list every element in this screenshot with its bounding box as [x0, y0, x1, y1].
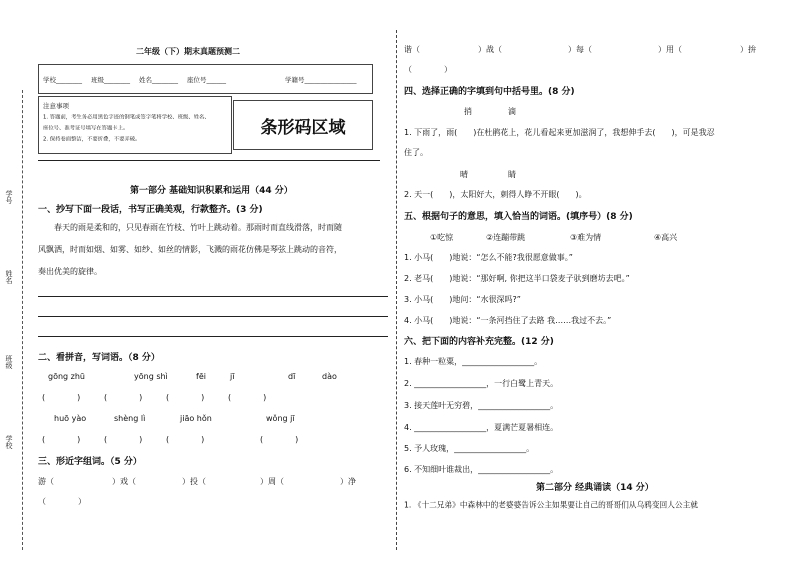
q6-line[interactable]: 3. 接天莲叶无穷碧，__________________。: [404, 401, 559, 410]
right-page: [400, 0, 794, 561]
answer-bracket[interactable]: ( ): [260, 435, 299, 444]
answer-bracket[interactable]: ( ): [104, 435, 143, 444]
q4-sentence: 住了。: [404, 148, 428, 157]
q3-item: ）投（: [182, 477, 206, 486]
q5-line: 3. 小马( )地问：“水很深吗?”: [404, 295, 521, 304]
q4-choice: 晴: [460, 170, 468, 179]
q1-text-line: 春天的雨是柔和的，只见春雨在竹枝、竹叶上跳动着。那雨时而直线滑落，时而随: [54, 223, 342, 232]
side-label-class: 班级: [5, 355, 13, 369]
q4-choice: 捎: [464, 107, 472, 116]
q6-title: 六、把下面的内容补充完整。(12 分): [404, 337, 554, 347]
answer-bracket[interactable]: （ ）: [404, 65, 452, 74]
pinyin: yōng shì: [134, 372, 168, 381]
top-item: ）拚: [740, 45, 756, 54]
q4-choice: 睛: [508, 170, 516, 179]
student-info-box: [38, 64, 373, 94]
q3-item: ）戏（: [112, 477, 136, 486]
pinyin: dào: [322, 372, 337, 381]
header-divider: [38, 160, 380, 161]
part2-title: 第二部分 经典诵读（14 分）: [536, 483, 654, 493]
notice-box: [38, 96, 232, 154]
top-item: ）用（: [658, 45, 682, 54]
q6-line[interactable]: 1. 春种一粒粟，__________________。: [404, 357, 543, 366]
barcode-area: 条形码区域: [233, 100, 373, 150]
q4-sentence: 1. 下雨了，雨( )在杜鹃花上，花儿看起来更加滋润了，我想伸手去( )，可是我忍: [404, 128, 715, 137]
q5-option: ④高兴: [654, 233, 678, 242]
pinyin: dī: [288, 372, 296, 381]
class-field[interactable]: 班级________: [91, 76, 130, 84]
seat-field[interactable]: 座位号______: [187, 76, 226, 84]
answer-bracket[interactable]: ( ): [104, 393, 143, 402]
top-item: ）战（: [478, 45, 502, 54]
part2-q1: 1. 《十二兄弟》中森林中的老婆婆告诉公主如果要让自己的哥哥们从乌鸦变回人公主就: [404, 500, 698, 510]
q2-title: 二、看拼音，写词语。（8 分）: [38, 353, 160, 363]
answer-bracket[interactable]: ( ): [166, 393, 205, 402]
q1-text-line: 奏出优美的旋律。: [38, 267, 102, 276]
notice-title: 注意事项: [43, 102, 69, 110]
copy-line[interactable]: [38, 296, 388, 297]
q4-title: 四、选择正确的字填到句中括号里。(8 分): [404, 87, 575, 97]
q5-title: 五、根据句子的意思，填入恰当的词语。(填序号）(8 分): [404, 212, 633, 222]
q5-option: ①吃惊: [430, 233, 454, 242]
name-field[interactable]: 姓名________: [139, 76, 178, 84]
pinyin: wǒng jī: [266, 414, 295, 423]
q4-sentence: 2. 天一( )，太阳好大，刺得人睁不开眼( )。: [404, 190, 587, 199]
q5-option: ②连蹦带跳: [486, 233, 526, 242]
q1-text-line: 风飘洒，时而如烟、如雾、如纱、如丝的情影，飞溅的雨花仿佛是琴弦上跳动的音符，: [38, 245, 342, 254]
side-label-school: 学校: [5, 435, 13, 449]
pinyin: shèng lì: [114, 414, 146, 423]
copy-line[interactable]: [38, 336, 388, 337]
notice-line: 2. 保持卷面整洁，不要折叠，不要弄破。: [43, 135, 141, 143]
pinyin: huō yào: [54, 414, 87, 423]
q1-title: 一、抄写下面一段话，书写正确美观，行款整齐。(3 分): [38, 205, 263, 215]
exam-title: 二年级（下）期末真题预测二: [136, 47, 240, 56]
notice-line: 1. 答题前，考生务必用黑色字迹的钢笔或签字笔将学校、班级、姓名、: [43, 113, 210, 121]
school-field[interactable]: 学校________: [43, 76, 82, 84]
q5-option: ③难为情: [570, 233, 602, 242]
top-item: 谐（: [404, 45, 420, 54]
notice-line: 座位号、准考证号填写在答题卡上。: [43, 124, 129, 132]
q6-line[interactable]: 6. 不知细叶谁裁出，__________________。: [404, 465, 559, 474]
q3-item: 游（: [38, 477, 54, 486]
pinyin: fēi: [196, 372, 206, 381]
side-label-name: 姓名: [5, 270, 13, 284]
answer-bracket[interactable]: ( ): [166, 435, 205, 444]
q6-line[interactable]: 5. 予人玫瑰，__________________。: [404, 444, 535, 453]
q5-line: 2. 老马( )地说：“那好啊, 你把这半口袋麦子驮到磨坊去吧。”: [404, 274, 630, 283]
pinyin: jiāo hǒn: [180, 414, 212, 423]
q5-line: 1. 小马( )地说：“怎么不能?我很愿意做事。”: [404, 253, 573, 262]
answer-bracket[interactable]: ( ): [228, 393, 267, 402]
q3-item: ）周（: [260, 477, 284, 486]
side-label-number: 学号: [5, 190, 13, 204]
q5-line: 4. 小马( )地说：“一条河挡住了去路 我……我过不去。”: [404, 316, 612, 325]
answer-bracket[interactable]: ( ): [42, 393, 81, 402]
pinyin: jī: [230, 372, 235, 381]
ticket-field[interactable]: 学籍号________________: [285, 76, 357, 84]
copy-line[interactable]: [38, 316, 388, 317]
q6-line[interactable]: 2. __________________，一行白鹭上青天。: [404, 379, 559, 388]
answer-bracket[interactable]: （ ）: [38, 497, 86, 506]
part1-title: 第一部分 基础知识积累和运用（44 分）: [130, 186, 293, 196]
q3-title: 三、形近字组词。（5 分）: [38, 457, 142, 467]
q4-choice: 滴: [508, 107, 516, 116]
pinyin: gōng zhū: [48, 372, 86, 381]
q3-item: ）净: [340, 477, 356, 486]
answer-bracket[interactable]: ( ): [42, 435, 81, 444]
top-item: ）每（: [568, 45, 592, 54]
q6-line[interactable]: 4. __________________，夏满芒夏暑相连。: [404, 423, 559, 432]
